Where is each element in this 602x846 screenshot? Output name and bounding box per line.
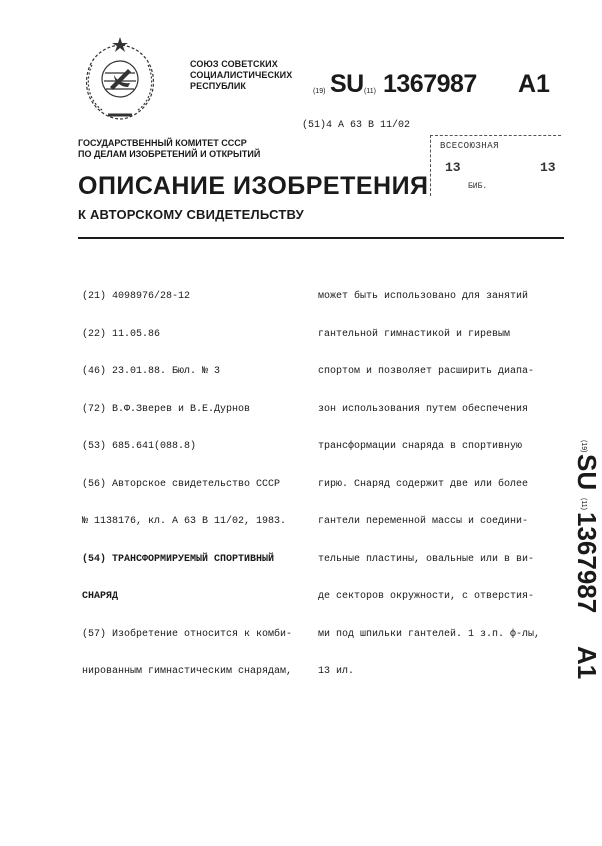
committee-line: ГОСУДАРСТВЕННЫЙ КОМИТЕТ СССР xyxy=(78,138,247,148)
state-emblem-icon xyxy=(70,35,170,125)
biblio-line: СНАРЯД xyxy=(82,591,119,602)
document-subtitle: К АВТОРСКОМУ СВИДЕТЕЛЬСТВУ xyxy=(78,207,304,222)
stamp-text: 13 xyxy=(540,160,556,175)
vertical-inid-19: (19) xyxy=(580,440,587,453)
document-title: ОПИСАНИЕ ИЗОБРЕТЕНИЯ xyxy=(78,172,429,200)
vertical-inid-11: (11) xyxy=(580,498,587,510)
biblio-line: (22) 11.05.86 xyxy=(82,328,161,340)
abstract-line: гирю. Снаряд содержит две или более xyxy=(318,478,529,490)
abstract-right-column xyxy=(318,266,540,691)
abstract-line: зон использования путем обеспечения xyxy=(318,403,529,415)
abstract-line: спортом и позволяет расширить диапа- xyxy=(318,366,535,377)
biblio-line: (21) 4098976/28-12 xyxy=(82,291,191,302)
union-name-line: СОЮЗ СОВЕТСКИХ xyxy=(190,59,278,69)
biblio-line: (72) В.Ф.Зверев и В.Е.Дурнов xyxy=(82,403,251,415)
biblio-line: (53) 685.641(088.8) xyxy=(82,441,197,452)
abstract-line: тельные пластины, овальные или в ви- xyxy=(318,553,535,565)
biblio-line: нированным гимнастическим снарядам, xyxy=(82,666,293,677)
biblio-left-column xyxy=(82,266,292,691)
biblio-line: № 1138176, кл. А 63 В 11/02, 1983. xyxy=(82,516,287,527)
inid-code-19: (19) xyxy=(313,88,326,95)
biblio-line: (54) ТРАНСФОРМИРУЕМЫЙ СПОРТИВНЫЙ xyxy=(82,553,275,565)
abstract-line: трансформации снаряда в спортивную xyxy=(318,441,523,452)
biblio-line: (46) 23.01.88. Бюл. № 3 xyxy=(82,366,221,377)
abstract-line: де секторов окружности, с отверстия- xyxy=(318,591,535,602)
union-name-line: РЕСПУБЛИК xyxy=(190,81,246,91)
title-divider xyxy=(78,237,564,239)
kind-code: A1 xyxy=(518,70,550,98)
biblio-line: (56) Авторское свидетельство СССР xyxy=(82,478,281,490)
country-code: SU xyxy=(330,70,364,98)
union-name-line: СОЦИАЛИСТИЧЕСКИХ xyxy=(190,70,293,80)
patent-number: 1367987 xyxy=(383,70,477,98)
biblio-line: (57) Изобретение относится к комби- xyxy=(82,628,293,640)
abstract-line: может быть использовано для занятий xyxy=(318,291,529,302)
ipc-classification: (51)4 A 63 B 11/02 xyxy=(302,120,411,131)
abstract-line: гантельной гимнастикой и гиревым xyxy=(318,328,511,340)
vertical-number: 1367987 xyxy=(572,512,602,614)
vertical-patent-number xyxy=(548,440,602,690)
abstract-line: ми под шпильки гантелей. 1 з.п. ф-лы, xyxy=(318,628,541,640)
vertical-country-code: SU xyxy=(572,454,602,491)
stamp-text: 13 xyxy=(445,160,461,175)
abstract-line: гантели переменной массы и соедини- xyxy=(318,516,529,527)
stamp-text: ВСЕСОЮЗНАЯ xyxy=(440,141,500,151)
committee-line: ПО ДЕЛАМ ИЗОБРЕТЕНИЙ И ОТКРЫТИЙ xyxy=(78,149,261,159)
vertical-kind: A1 xyxy=(572,646,602,680)
abstract-line: 13 ил. xyxy=(318,666,355,677)
stamp-text: БИБ. xyxy=(468,182,488,191)
inid-code-11: (11) xyxy=(364,88,376,95)
